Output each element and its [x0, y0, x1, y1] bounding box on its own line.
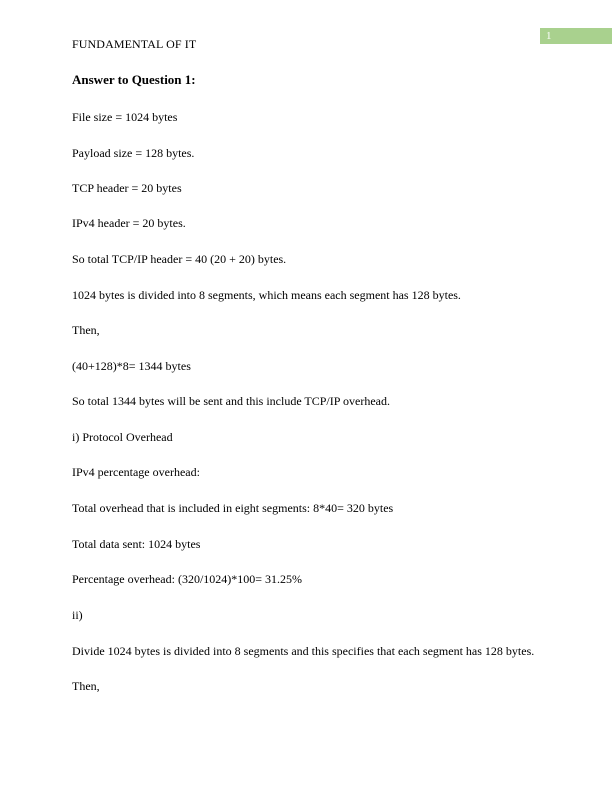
paragraph-ipv4-header: IPv4 header = 20 bytes. [72, 216, 186, 230]
paragraph-payload-size: Payload size = 128 bytes. [72, 146, 195, 160]
page-number-badge: 1 [540, 28, 612, 44]
paragraph-total-overhead: Total overhead that is included in eight segments: 8*40= 320 bytes [72, 501, 394, 515]
paragraph-calculation: (40+128)*8= 1344 bytes [72, 359, 191, 373]
paragraph-part-ii: ii) [72, 608, 83, 622]
question-heading: Answer to Question 1: [72, 72, 196, 87]
paragraph-divide: Divide 1024 bytes is divided into 8 segments and this specifies that each segment has 128 bytes. [72, 644, 535, 658]
paragraph-total-data: Total data sent: 1024 bytes [72, 537, 201, 551]
running-head: FUNDAMENTAL OF IT [72, 37, 197, 51]
paragraph-segments: 1024 bytes is divided into 8 segments, which means each segment has 128 bytes. [72, 288, 461, 302]
paragraph-protocol-overhead: i) Protocol Overhead [72, 430, 173, 444]
paragraph-then-2: Then, [72, 679, 100, 693]
paragraph-then: Then, [72, 323, 100, 337]
paragraph-tcp-header: TCP header = 20 bytes [72, 181, 182, 195]
paragraph-percentage: Percentage overhead: (320/1024)*100= 31.25% [72, 572, 303, 586]
paragraph-file-size: File size = 1024 bytes [72, 110, 178, 124]
paragraph-ipv4-overhead: IPv4 percentage overhead: [72, 465, 200, 479]
paragraph-total-header: So total TCP/IP header = 40 (20 + 20) bytes. [72, 252, 287, 266]
paragraph-total-sent: So total 1344 bytes will be sent and this include TCP/IP overhead. [72, 394, 390, 408]
